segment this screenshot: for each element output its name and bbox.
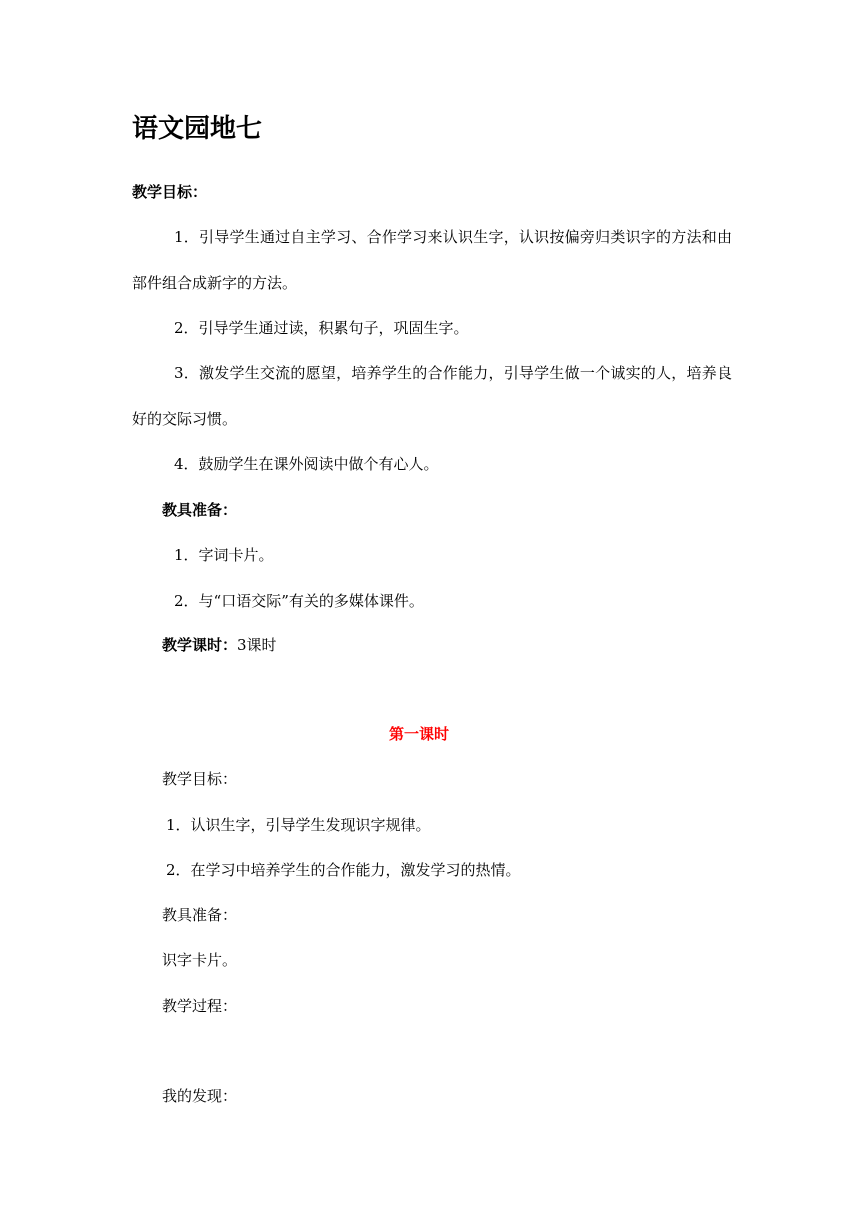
lesson-1-objective-1: 1．认识生字，引导学生发现识字规律。 — [166, 816, 431, 834]
lesson-1-process-heading: 教学过程： — [162, 997, 238, 1015]
lesson-1-heading: 第一课时 — [388, 725, 449, 743]
teaching-hours-value: 3课时 — [237, 636, 277, 654]
objectives-heading: 教学目标： — [132, 183, 208, 201]
lesson-1-objectives-heading: 教学目标： — [162, 770, 238, 788]
my-discovery-heading: 我的发现： — [162, 1087, 238, 1105]
document-title: 语文园地七 — [132, 114, 263, 144]
lesson-1-objective-2: 2．在学习中培养学生的合作能力，激发学习的热情。 — [166, 861, 521, 879]
lesson-1-materials-heading: 教具准备： — [162, 906, 238, 924]
lesson-1-materials-value: 识字卡片。 — [162, 951, 238, 969]
teaching-hours-label: 教学课时： — [162, 636, 238, 654]
teaching-hours — [162, 635, 277, 655]
objective-item-4: 4．鼓励学生在课外阅读中做个有心人。 — [174, 455, 439, 473]
objective-item-1: 1．引导学生通过自主学习、合作学习来认识生字，认识按偏旁归类识字的方法和由部件组合成新字的方法。 — [132, 228, 732, 292]
objective-item-3: 3．激发学生交流的愿望，培养学生的合作能力，引导学生做一个诚实的人，培养良好的交际习惯。 — [132, 364, 732, 428]
objective-item-2: 2．引导学生通过读，积累句子，巩固生字。 — [174, 319, 469, 337]
material-item-1: 1．字词卡片。 — [174, 546, 274, 564]
material-item-2: 2．与“口语交际”有关的多媒体课件。 — [174, 592, 424, 610]
materials-heading: 教具准备： — [162, 501, 238, 519]
